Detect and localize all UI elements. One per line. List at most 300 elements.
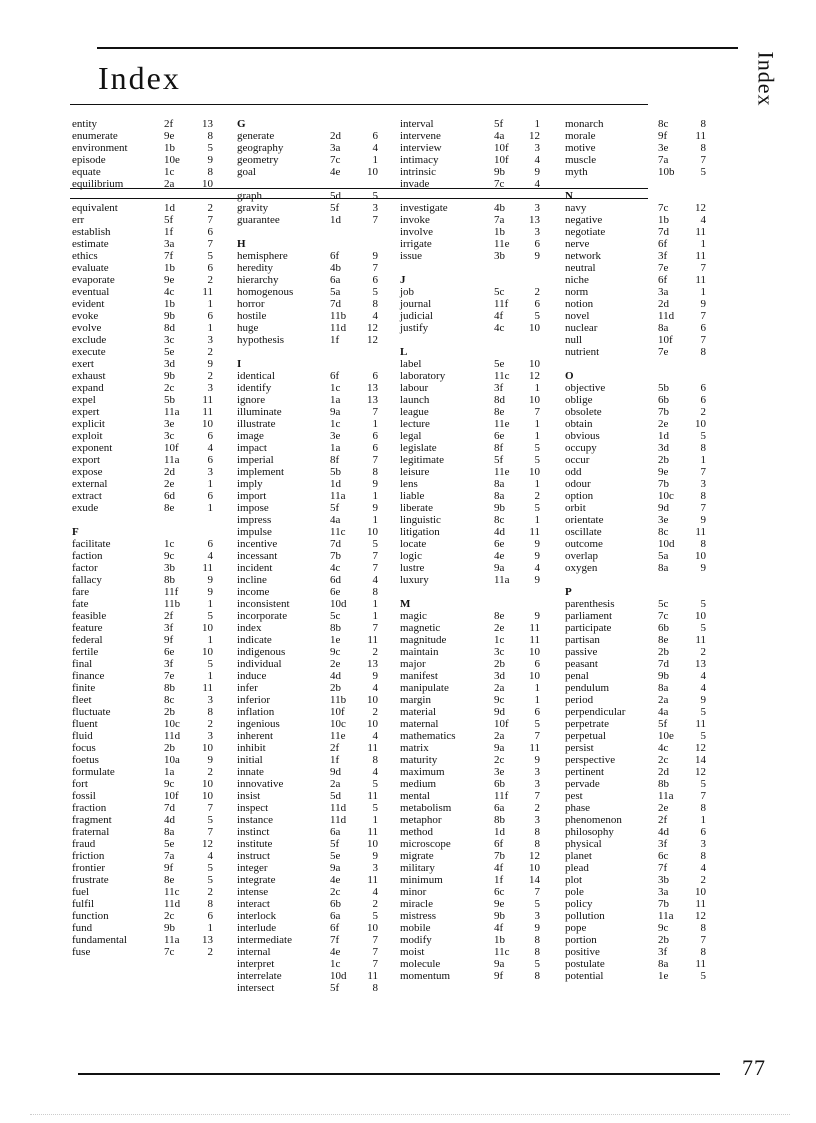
entry-unit: 8d — [494, 394, 505, 406]
entry-word: judicial — [400, 310, 433, 322]
index-entry — [72, 214, 232, 226]
index-entry — [565, 406, 725, 418]
entry-number: 8 — [700, 946, 706, 958]
entry-number: 7 — [700, 466, 706, 478]
entry-number: 10 — [695, 886, 706, 898]
index-entry — [565, 778, 725, 790]
entry-word: interview — [400, 142, 442, 154]
entry-unit: 2b — [164, 706, 175, 718]
entry-word: material — [400, 706, 437, 718]
letter-heading: N — [565, 190, 573, 202]
entry-number: 1 — [207, 322, 213, 334]
entry-unit: 8c — [494, 514, 505, 526]
index-entry — [565, 970, 725, 982]
entry-unit: 2b — [164, 742, 175, 754]
index-entry — [237, 922, 397, 934]
entry-unit: 6d — [330, 574, 341, 586]
index-entry — [72, 634, 232, 646]
entry-number: 6 — [207, 538, 213, 550]
entry-word: intervene — [400, 130, 441, 142]
entry-word: infer — [237, 682, 258, 694]
entry-unit: 10f — [494, 142, 509, 154]
index-entry — [565, 382, 725, 394]
entry-number: 13 — [202, 934, 213, 946]
entry-number: 10 — [202, 790, 213, 802]
index-entry — [237, 658, 397, 670]
footer-dotted-line — [30, 1114, 790, 1115]
entry-number: 8 — [534, 970, 540, 982]
entry-word: perpetual — [565, 730, 606, 742]
entry-unit: 5c — [658, 598, 669, 610]
index-entry — [400, 658, 560, 670]
entry-word: fundamental — [72, 934, 127, 946]
entry-unit: 9d — [330, 766, 341, 778]
entry-number: 10 — [202, 178, 213, 190]
index-entry — [565, 442, 725, 454]
entry-unit: 2a — [658, 694, 669, 706]
entry-word: orientate — [565, 514, 604, 526]
entry-word: ingenious — [237, 718, 280, 730]
entry-unit: 2c — [164, 382, 175, 394]
index-section — [565, 370, 725, 574]
entry-word: neutral — [565, 262, 596, 274]
index-entry — [565, 538, 725, 550]
entry-number: 2 — [207, 202, 213, 214]
entry-word: hostile — [237, 310, 267, 322]
index-entry — [72, 562, 232, 574]
bottom-rule — [78, 1073, 720, 1075]
index-entry — [237, 130, 397, 142]
entry-word: innovative — [237, 778, 284, 790]
entry-unit: 11a — [164, 454, 180, 466]
entry-word: inhibit — [237, 742, 266, 754]
entry-word: logic — [400, 550, 422, 562]
entry-number: 7 — [372, 406, 378, 418]
entry-unit: 11a — [658, 910, 674, 922]
entry-word: locate — [400, 538, 427, 550]
index-entry — [565, 946, 725, 958]
index-entry — [237, 970, 397, 982]
entry-word: phase — [565, 802, 591, 814]
index-entry — [72, 682, 232, 694]
entry-number: 9 — [372, 502, 378, 514]
entry-number: 7 — [534, 886, 540, 898]
index-entry — [400, 562, 560, 574]
entry-number: 10 — [695, 610, 706, 622]
index-entry — [72, 886, 232, 898]
index-entry — [72, 778, 232, 790]
entry-number: 3 — [534, 910, 540, 922]
index-entry — [400, 922, 560, 934]
entry-unit: 2e — [494, 622, 505, 634]
entry-word: frustrate — [72, 874, 109, 886]
index-entry — [237, 838, 397, 850]
entry-unit: 2f — [164, 610, 174, 622]
entry-unit: 1a — [330, 394, 341, 406]
entry-number: 9 — [534, 574, 540, 586]
side-tab — [752, 48, 782, 110]
entry-unit: 2c — [330, 886, 341, 898]
entry-unit: 8f — [330, 454, 340, 466]
entry-unit: 3f — [658, 250, 668, 262]
entry-unit: 5d — [330, 190, 341, 202]
section-gap — [237, 178, 397, 190]
entry-number: 13 — [695, 658, 706, 670]
entry-unit: 5f — [658, 718, 668, 730]
entry-word: nuclear — [565, 322, 598, 334]
entry-number: 1 — [207, 670, 213, 682]
index-entry — [72, 430, 232, 442]
entry-word: exploit — [72, 430, 103, 442]
entry-number: 7 — [700, 334, 706, 346]
index-entry — [565, 634, 725, 646]
entry-number: 13 — [202, 118, 213, 130]
entry-word: perpendicular — [565, 706, 626, 718]
index-entry — [565, 514, 725, 526]
index-entry — [237, 286, 397, 298]
entry-unit: 5f — [494, 454, 504, 466]
entry-word: motive — [565, 142, 596, 154]
index-entry — [565, 874, 725, 886]
index-entry — [237, 190, 397, 202]
entry-number: 5 — [534, 958, 540, 970]
entry-word: moist — [400, 946, 425, 958]
entry-word: fate — [72, 598, 89, 610]
entry-number: 8 — [372, 586, 378, 598]
index-entry — [400, 706, 560, 718]
entry-unit: 4f — [494, 862, 504, 874]
entry-number: 9 — [700, 514, 706, 526]
entry-word: hypothesis — [237, 334, 285, 346]
index-entry — [72, 370, 232, 382]
entry-word: fraud — [72, 838, 96, 850]
index-entry — [565, 646, 725, 658]
entry-number: 1 — [534, 478, 540, 490]
entry-word: pole — [565, 886, 584, 898]
index-entry — [565, 310, 725, 322]
entry-unit: 9a — [494, 958, 505, 970]
entry-number: 3 — [534, 766, 540, 778]
entry-unit: 6c — [494, 886, 505, 898]
entry-number: 6 — [534, 238, 540, 250]
entry-number: 7 — [372, 622, 378, 634]
entry-unit: 5c — [494, 286, 505, 298]
entry-number: 5 — [207, 862, 213, 874]
entry-unit: 3c — [494, 646, 505, 658]
entry-number: 11 — [695, 898, 706, 910]
entry-word: peasant — [565, 658, 598, 670]
index-entry — [400, 370, 560, 382]
index-entry — [237, 946, 397, 958]
entry-unit: 10b — [658, 166, 675, 178]
index-entry — [72, 130, 232, 142]
entry-number: 5 — [534, 718, 540, 730]
index-entry — [565, 862, 725, 874]
index-entry — [237, 262, 397, 274]
entry-unit: 10c — [164, 718, 180, 730]
entry-number: 4 — [207, 850, 213, 862]
entry-number: 4 — [700, 682, 706, 694]
index-entry — [400, 742, 560, 754]
entry-word: interrelate — [237, 970, 282, 982]
entry-unit: 9f — [164, 634, 174, 646]
entry-number: 1 — [207, 298, 213, 310]
entry-word: planet — [565, 850, 592, 862]
index-entry — [72, 718, 232, 730]
index-entry — [237, 454, 397, 466]
entry-unit: 2f — [658, 814, 668, 826]
entry-unit: 1c — [164, 538, 175, 550]
entry-word: obtain — [565, 418, 593, 430]
index-entry — [565, 802, 725, 814]
entry-unit: 2d — [330, 130, 341, 142]
index-entry — [565, 130, 725, 142]
entry-unit: 9c — [494, 694, 505, 706]
index-entry — [565, 814, 725, 826]
entry-word: odour — [565, 478, 591, 490]
index-entry — [400, 958, 560, 970]
index-entry — [72, 118, 232, 130]
entry-word: intrinsic — [400, 166, 437, 178]
entry-word: ethics — [72, 250, 98, 262]
index-entry — [72, 898, 232, 910]
index-entry — [400, 550, 560, 562]
entry-number: 9 — [207, 586, 213, 598]
entry-number: 2 — [372, 646, 378, 658]
entry-word: fraternal — [72, 826, 110, 838]
index-entry — [565, 118, 725, 130]
index-entry — [400, 826, 560, 838]
entry-unit: 8e — [164, 874, 175, 886]
entry-number: 11 — [529, 634, 540, 646]
entry-number: 7 — [207, 802, 213, 814]
index-entry — [400, 214, 560, 226]
entry-word: network — [565, 250, 602, 262]
letter-heading: O — [565, 370, 574, 382]
index-entry — [237, 898, 397, 910]
index-entry — [400, 934, 560, 946]
index-entry — [565, 670, 725, 682]
index-entry — [72, 250, 232, 262]
index-entry — [237, 802, 397, 814]
entry-unit: 4c — [164, 286, 175, 298]
entry-number: 7 — [372, 958, 378, 970]
entry-number: 2 — [207, 346, 213, 358]
index-entry — [237, 598, 397, 610]
index-entry — [565, 910, 725, 922]
entry-word: estimate — [72, 238, 109, 250]
entry-word: induce — [237, 670, 267, 682]
entry-word: irrigate — [400, 238, 432, 250]
entry-number: 1 — [700, 286, 706, 298]
entry-word: fort — [72, 778, 88, 790]
entry-unit: 3c — [164, 334, 175, 346]
entry-unit: 5e — [164, 346, 175, 358]
index-entry — [237, 490, 397, 502]
entry-word: notion — [565, 298, 594, 310]
index-entry — [237, 874, 397, 886]
index-entry — [237, 274, 397, 286]
entry-number: 7 — [207, 826, 213, 838]
entry-unit: 2b — [494, 658, 505, 670]
entry-unit: 1f — [164, 226, 174, 238]
entry-number: 1 — [700, 814, 706, 826]
entry-unit: 8c — [658, 526, 669, 538]
entry-number: 4 — [700, 670, 706, 682]
index-entry — [237, 778, 397, 790]
index-entry — [565, 334, 725, 346]
entry-number: 1 — [534, 430, 540, 442]
entry-number: 6 — [372, 370, 378, 382]
index-entry — [565, 394, 725, 406]
index-section — [400, 274, 560, 334]
entry-unit: 7a — [658, 154, 669, 166]
entry-unit: 5e — [494, 358, 505, 370]
entry-word: label — [400, 358, 422, 370]
entry-number: 10 — [529, 394, 540, 406]
entry-word: oblige — [565, 394, 593, 406]
entry-number: 5 — [207, 610, 213, 622]
entry-number: 2 — [700, 406, 706, 418]
entry-unit: 1d — [330, 478, 341, 490]
entry-number: 10 — [367, 922, 378, 934]
entry-number: 11 — [695, 634, 706, 646]
entry-number: 11 — [529, 742, 540, 754]
entry-word: molecule — [400, 958, 441, 970]
index-section — [237, 118, 397, 178]
entry-word: expand — [72, 382, 104, 394]
entry-word: parenthesis — [565, 598, 615, 610]
index-entry — [72, 706, 232, 718]
entry-unit: 2b — [658, 934, 669, 946]
entry-number: 5 — [207, 250, 213, 262]
entry-number: 8 — [534, 826, 540, 838]
entry-word: participate — [565, 622, 612, 634]
entry-unit: 4d — [164, 814, 175, 826]
index-entry — [565, 346, 725, 358]
entry-word: imperial — [237, 454, 274, 466]
entry-word: launch — [400, 394, 430, 406]
entry-unit: 2a — [494, 682, 505, 694]
entry-word: pollution — [565, 910, 605, 922]
entry-word: luxury — [400, 574, 429, 586]
index-entry — [237, 622, 397, 634]
entry-number: 5 — [534, 898, 540, 910]
index-entry — [565, 274, 725, 286]
entry-word: major — [400, 658, 426, 670]
entry-unit: 9d — [494, 706, 505, 718]
entry-number: 12 — [202, 838, 213, 850]
index-entry — [72, 418, 232, 430]
entry-word: invade — [400, 178, 430, 190]
index-entry — [72, 538, 232, 550]
entry-word: plot — [565, 874, 583, 886]
entry-number: 12 — [367, 334, 378, 346]
index-entry — [400, 418, 560, 430]
entry-unit: 8e — [494, 406, 505, 418]
entry-unit: 6b — [658, 622, 669, 634]
entry-number: 6 — [700, 382, 706, 394]
entry-unit: 5f — [330, 982, 340, 994]
entry-number: 5 — [534, 310, 540, 322]
index-entry — [400, 850, 560, 862]
entry-word: league — [400, 406, 429, 418]
entry-number: 9 — [372, 850, 378, 862]
index-entry — [72, 862, 232, 874]
entry-word: feature — [72, 622, 103, 634]
entry-word: fossil — [72, 790, 96, 802]
entry-unit: 1b — [494, 226, 505, 238]
entry-word: incentive — [237, 538, 278, 550]
entry-unit: 11c — [494, 370, 510, 382]
entry-number: 10 — [202, 418, 213, 430]
entry-unit: 11e — [494, 418, 510, 430]
entry-number: 8 — [700, 538, 706, 550]
index-entry — [565, 598, 725, 610]
entry-number: 10 — [367, 838, 378, 850]
index-section — [237, 178, 397, 226]
index-entry — [72, 658, 232, 670]
title-underline — [70, 104, 648, 105]
entry-unit: 1a — [164, 766, 175, 778]
entry-unit: 4c — [494, 322, 505, 334]
entry-word: execute — [72, 346, 106, 358]
entry-number: 6 — [207, 310, 213, 322]
index-entry — [400, 322, 560, 334]
entry-number: 12 — [695, 202, 706, 214]
entry-word: oxygen — [565, 562, 598, 574]
index-entry — [565, 838, 725, 850]
entry-unit: 11f — [164, 586, 179, 598]
index-entry — [237, 166, 397, 178]
index-entry — [400, 478, 560, 490]
entry-number: 1 — [372, 598, 378, 610]
entry-word: muscle — [565, 154, 597, 166]
entry-unit: 4b — [494, 202, 505, 214]
entry-unit: 10f — [164, 790, 179, 802]
index-entry — [400, 634, 560, 646]
entry-word: focus — [72, 742, 96, 754]
entry-number: 10 — [202, 742, 213, 754]
index-entry — [72, 814, 232, 826]
entry-word: implement — [237, 466, 285, 478]
entry-unit: 2f — [330, 742, 340, 754]
entry-unit: 9c — [658, 922, 669, 934]
entry-number: 12 — [695, 766, 706, 778]
entry-word: occupy — [565, 442, 597, 454]
index-entry — [72, 730, 232, 742]
entry-word: impulse — [237, 526, 272, 538]
entry-word: import — [237, 490, 267, 502]
entry-word: integrate — [237, 874, 276, 886]
entry-unit: 7c — [164, 946, 175, 958]
entry-word: foetus — [72, 754, 99, 766]
index-entry — [400, 874, 560, 886]
entry-word: expel — [72, 394, 96, 406]
entry-unit: 6a — [330, 910, 341, 922]
index-entry — [237, 514, 397, 526]
entry-unit: 3f — [494, 382, 504, 394]
entry-number: 9 — [207, 358, 213, 370]
entry-unit: 1b — [494, 934, 505, 946]
entry-word: mathematics — [400, 730, 456, 742]
entry-number: 3 — [207, 694, 213, 706]
entry-word: maximum — [400, 766, 445, 778]
entry-unit: 5f — [164, 214, 174, 226]
entry-unit: 4d — [494, 526, 505, 538]
entry-word: portion — [565, 934, 597, 946]
index-entry — [565, 562, 725, 574]
